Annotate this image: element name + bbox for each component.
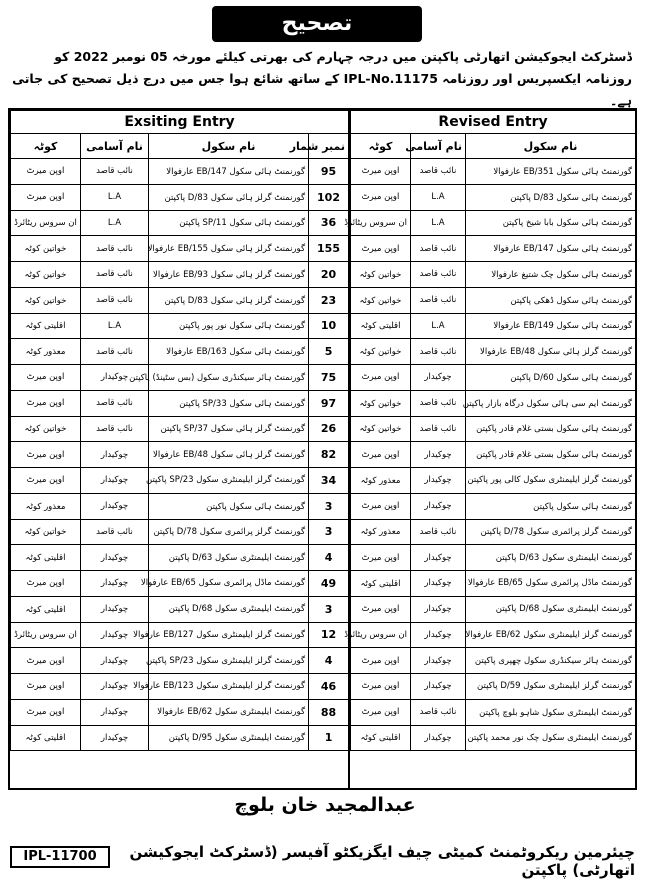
table-row [11,493,349,519]
table-row [351,184,636,210]
table-row [11,648,349,674]
table-row [11,210,349,236]
existing-serial-header: نمبر شمار [309,134,349,159]
post-cell: چوکیدار [411,468,466,494]
serial-cell: 36 [309,210,349,236]
post-cell: چوکیدار [411,545,466,571]
school-cell: گورنمنٹ گرلز ایلیمنٹری سکول 127/EB عارفوالا [149,622,309,648]
table-row [351,493,636,519]
quota-cell: خواتین کوٹہ [351,339,411,365]
serial-cell: 23 [309,287,349,313]
quota-cell: خواتین کوٹہ [351,416,411,442]
correction-tables [8,108,637,790]
post-cell: چوکیدار [411,648,466,674]
school-cell: گورنمنٹ ایلیمنٹری سکول 63/D پاکپتن [466,545,636,571]
quota-cell: اقلیتی کوٹہ [11,596,81,622]
school-cell: گورنمنٹ گرلز ایلیمنٹری سکول 59/D پاکپتن [466,674,636,700]
quota-cell: اوپن میرٹ [351,648,411,674]
school-cell: گورنمنٹ ہائر سیکنڈری سکول چھپری پاکپتن [466,648,636,674]
table-row [11,262,349,288]
existing-entry-rows [11,159,349,751]
quota-cell: اوپن میرٹ [11,442,81,468]
quota-cell: ان سروس ریٹائرڈ [11,210,81,236]
school-cell: گورنمنٹ ہائی سکول بابا شیخ پاکپتن [466,210,636,236]
signatory-designation: چیئرمین ریکروٹمنٹ کمیٹی چیف ایگزیکٹو آفیسر (ڈسٹرکٹ ایجوکیشن اتھارٹی) پاکپتن [129,843,635,879]
school-cell: گورنمنٹ ایلیمنٹری سکول 63/D پاکپتن [149,545,309,571]
school-cell: گورنمنٹ ہائی سکول 147/EB عارفوالا [149,159,309,185]
serial-cell: 82 [309,442,349,468]
existing-quota-header: کوٹہ [11,134,81,159]
post-cell: چوکیدار [81,622,149,648]
quota-cell: معذور کوٹہ [351,468,411,494]
table-row [11,236,349,262]
table-row [351,699,636,725]
school-cell: گورنمنٹ گرلز ہائی سکول 83/D پاکپتن [149,184,309,210]
school-cell: گورنمنٹ ماڈل پرائمری سکول 65/EB عارفوالا [149,571,309,597]
post-cell: چوکیدار [411,622,466,648]
existing-entry-table [10,110,349,751]
post-cell: نائب قاصد [81,339,149,365]
post-cell: چوکیدار [81,699,149,725]
quota-cell: اقلیتی کوٹہ [351,725,411,751]
table-row [351,545,636,571]
post-cell: نائب قاصد [411,262,466,288]
notice-intro: ڈسٹرکٹ ایجوکیشن اتھارٹی پاکپتن میں درجہ چہارم کی بھرتی کیلئے مورخہ 05 نومبر 2022 کو روزنامہ ایکسپریس اور روزنامہ IPL-No.11175 کے ساتھ شائع ہوا جس میں درج ذیل تصحیح کی جاتی ہے۔ [12,49,632,108]
serial-cell: 97 [309,390,349,416]
existing-post-header: نام آسامی [81,134,149,159]
school-cell: گورنمنٹ گرلز ہائی سکول 48/EB عارفوالا [466,339,636,365]
quota-cell: اوپن میرٹ [11,699,81,725]
table-row [11,159,349,185]
quota-cell: اوپن میرٹ [351,596,411,622]
school-cell: گورنمنٹ ہائی سکول پاکپتن [149,493,309,519]
serial-cell: 26 [309,416,349,442]
post-cell: چوکیدار [411,674,466,700]
school-cell: گورنمنٹ ہائی سکول 163/EB عارفوالا [149,339,309,365]
table-row [351,571,636,597]
serial-cell: 5 [309,339,349,365]
post-cell: چوکیدار [81,725,149,751]
post-cell: چوکیدار [81,493,149,519]
post-cell: چوکیدار [411,442,466,468]
table-row [351,674,636,700]
quota-cell: اوپن میرٹ [351,236,411,262]
school-cell: گورنمنٹ ایلیمنٹری سکول 62/EB عارفوالا [149,699,309,725]
serial-cell: 75 [309,365,349,391]
quota-cell: اوپن میرٹ [11,159,81,185]
school-cell: گورنمنٹ گرلز ایلیمنٹری سکول 123/EB عارفوالا [149,674,309,700]
school-cell: گورنمنٹ گرلز ایلیمنٹری سکول کالی پور پاکپتن [466,468,636,494]
post-cell: چوکیدار [81,596,149,622]
table-row [11,365,349,391]
table-row [11,545,349,571]
table-row [11,390,349,416]
quota-cell: خواتین کوٹہ [11,262,81,288]
school-cell: گورنمنٹ ہائی سکول 351/EB عارفوالا [466,159,636,185]
table-row [351,159,636,185]
table-row [351,468,636,494]
school-cell: گورنمنٹ ایلیمنٹری سکول 95/D پاکپتن [149,725,309,751]
school-cell: گورنمنٹ ایلیمنٹری سکول شاہو بلوچ پاکپتن [466,699,636,725]
post-cell: چوکیدار [411,725,466,751]
revised-entry-table [344,110,636,751]
school-cell: گورنمنٹ گرلز ہائی سکول 48/EB عارفوالا [149,442,309,468]
school-cell: گورنمنٹ ہائی سکول پاکپتن [466,493,636,519]
serial-cell: 3 [309,596,349,622]
quota-cell: اوپن میرٹ [351,493,411,519]
post-cell: چوکیدار [81,648,149,674]
table-row [351,622,636,648]
school-cell: گورنمنٹ ماڈل پرائمری سکول 65/EB عارفوالا [466,571,636,597]
serial-cell: 88 [309,699,349,725]
post-cell: چوکیدار [411,571,466,597]
table-row [351,648,636,674]
school-cell: گورنمنٹ ایم سی ہائی سکول درگاہ بازار پاکپتن [466,390,636,416]
serial-cell: 4 [309,545,349,571]
serial-cell: 49 [309,571,349,597]
post-cell: چوکیدار [81,674,149,700]
quota-cell: اقلیتی کوٹہ [351,571,411,597]
quota-cell: اقلیتی کوٹہ [11,313,81,339]
post-cell: نائب قاصد [81,236,149,262]
post-cell: چوکیدار [411,596,466,622]
quota-cell: معذور کوٹہ [11,493,81,519]
table-row [351,339,636,365]
serial-cell: 102 [309,184,349,210]
school-cell: گورنمنٹ ہائی سکول بستی غلام قادر پاکپتن [466,442,636,468]
school-cell: گورنمنٹ ہائی سکول 60/D پاکپتن [466,365,636,391]
revised-entry-rows [344,159,636,751]
table-row [11,519,349,545]
post-cell: چوکیدار [81,442,149,468]
table-row [351,287,636,313]
quota-cell: اقلیتی کوٹہ [11,545,81,571]
table-row [11,416,349,442]
table-row [351,416,636,442]
quota-cell: اوپن میرٹ [11,674,81,700]
school-cell: گورنمنٹ گرلز ایلیمنٹری سکول 23/SP پاکپتن [149,648,309,674]
post-cell: نائب قاصد [81,519,149,545]
quota-cell: خواتین کوٹہ [11,416,81,442]
quota-cell: ان سروس ریٹائرڈ [11,622,81,648]
post-cell: چوکیدار [81,545,149,571]
school-cell: گورنمنٹ ایلیمنٹری سکول چک نور محمد پاکپتن [466,725,636,751]
post-cell: چوکیدار [81,365,149,391]
page-title: تصحیح [212,6,422,42]
quota-cell: ان سروس ریٹائرڈ [351,622,411,648]
table-row [351,596,636,622]
quota-cell: خواتین کوٹہ [11,519,81,545]
school-cell: گورنمنٹ ہائی سکول 33/SP پاکپتن [149,390,309,416]
quota-cell: معذور کوٹہ [11,339,81,365]
table-row [11,699,349,725]
table-row [11,287,349,313]
school-cell: گورنمنٹ ہائی سکول ڈھکی پاکپتن [466,287,636,313]
post-cell: L.A [411,313,466,339]
post-cell: نائب قاصد [411,416,466,442]
post-cell: چوکیدار [81,468,149,494]
quota-cell: اوپن میرٹ [351,184,411,210]
quota-cell: اوپن میرٹ [351,365,411,391]
serial-cell: 12 [309,622,349,648]
school-cell: گورنمنٹ ہائی سکول بستی غلام قادر پاکپتن [466,416,636,442]
school-cell: گورنمنٹ ہائر سیکنڈری سکول (بس سٹینڈ) پاکپتن [149,365,309,391]
quota-cell: خواتین کوٹہ [11,287,81,313]
post-cell: چوکیدار [411,365,466,391]
post-cell: نائب قاصد [411,287,466,313]
table-row [11,184,349,210]
serial-cell: 3 [309,519,349,545]
serial-cell: 95 [309,159,349,185]
table-row [11,313,349,339]
quota-cell: اوپن میرٹ [11,571,81,597]
quota-cell: اوپن میرٹ [11,365,81,391]
quota-cell: معذور کوٹہ [351,519,411,545]
table-row [11,674,349,700]
table-row [351,210,636,236]
serial-cell: 20 [309,262,349,288]
post-cell: نائب قاصد [411,159,466,185]
existing-entry-heading: Exsiting Entry [11,111,349,134]
revised-entry-heading: Revised Entry [351,111,636,134]
school-cell: گورنمنٹ گرلز ہائی سکول 83/D پاکپتن [149,287,309,313]
school-cell: گورنمنٹ ہائی سکول 149/EB عارفوالا [466,313,636,339]
table-row [11,571,349,597]
school-cell: گورنمنٹ گرلز پرائمری سکول 78/D پاکپتن [466,519,636,545]
school-cell: گورنمنٹ ہائی سکول 11/SP پاکپتن [149,210,309,236]
post-cell: L.A [81,313,149,339]
table-row [351,262,636,288]
quota-cell: اوپن میرٹ [351,159,411,185]
post-cell: L.A [81,184,149,210]
serial-cell: 4 [309,648,349,674]
table-row [351,442,636,468]
school-cell: گورنمنٹ گرلز ہائی سکول 37/SP پاکپتن [149,416,309,442]
quota-cell: اوپن میرٹ [351,674,411,700]
post-cell: چوکیدار [411,493,466,519]
quota-cell: اقلیتی کوٹہ [11,725,81,751]
serial-cell: 34 [309,468,349,494]
quota-cell: خواتین کوٹہ [11,236,81,262]
revised-school-header: نام سکول [466,134,636,159]
quota-cell: اوپن میرٹ [351,699,411,725]
quota-cell: اقلیتی کوٹہ [351,313,411,339]
table-row [11,596,349,622]
table-row [11,339,349,365]
post-cell: نائب قاصد [81,287,149,313]
school-cell: گورنمنٹ ہائی سکول نور پور پاکپتن [149,313,309,339]
table-row [351,519,636,545]
table-row [351,365,636,391]
post-cell: نائب قاصد [81,159,149,185]
school-cell: گورنمنٹ ایلیمنٹری سکول 68/D پاکپتن [466,596,636,622]
revised-quota-header: کوٹہ [351,134,411,159]
table-row [351,236,636,262]
table-row [11,622,349,648]
table-row [11,468,349,494]
post-cell: L.A [411,210,466,236]
post-cell: نائب قاصد [81,390,149,416]
post-cell: نائب قاصد [411,390,466,416]
serial-cell: 10 [309,313,349,339]
quota-cell: اوپن میرٹ [11,390,81,416]
school-cell: گورنمنٹ ایلیمنٹری سکول 68/D پاکپتن [149,596,309,622]
serial-cell: 3 [309,493,349,519]
school-cell: گورنمنٹ ہائی سکول چک شتیغ عارفوالا [466,262,636,288]
school-cell: گورنمنٹ گرلز ہائی سکول 155/EB عارفوالا [149,236,309,262]
post-cell: نائب قاصد [81,416,149,442]
revised-post-header: نام آسامی [411,134,466,159]
table-row [11,725,349,751]
post-cell: نائب قاصد [411,519,466,545]
school-cell: گورنمنٹ گرلز ہائی سکول 93/EB عارفوالا [149,262,309,288]
table-row [351,725,636,751]
table-row [351,313,636,339]
post-cell: نائب قاصد [81,262,149,288]
quota-cell: خواتین کوٹہ [351,287,411,313]
post-cell: L.A [411,184,466,210]
quota-cell: خواتین کوٹہ [351,390,411,416]
serial-cell: 1 [309,725,349,751]
serial-cell: 155 [309,236,349,262]
post-cell: نائب قاصد [411,236,466,262]
school-cell: گورنمنٹ ہائی سکول 83/D پاکپتن [466,184,636,210]
quota-cell: اوپن میرٹ [11,468,81,494]
table-row [11,442,349,468]
school-cell: گورنمنٹ ہائی سکول 147/EB عارفوالا [466,236,636,262]
existing-school-header: نام سکول [149,134,309,159]
signature-name: عبدالمجید خان بلوچ [234,794,416,816]
table-row [351,390,636,416]
post-cell: نائب قاصد [411,699,466,725]
quota-cell: ان سروس ریٹائرڈ [351,210,411,236]
post-cell: نائب قاصد [411,339,466,365]
school-cell: گورنمنٹ گرلز ایلیمنٹری سکول 62/EB عارفوالا [466,622,636,648]
quota-cell: اوپن میرٹ [351,545,411,571]
quota-cell: اوپن میرٹ [11,184,81,210]
school-cell: گورنمنٹ گرلز ایلیمنٹری سکول 23/SP پاکپتن [149,468,309,494]
quota-cell: خواتین کوٹہ [351,262,411,288]
quota-cell: اوپن میرٹ [11,648,81,674]
school-cell: گورنمنٹ گرلز پرائمری سکول 78/D پاکپتن [149,519,309,545]
post-cell: چوکیدار [81,571,149,597]
quota-cell: اوپن میرٹ [351,442,411,468]
serial-cell: 46 [309,674,349,700]
ipl-number-box: IPL-11700 [10,846,110,868]
post-cell: L.A [81,210,149,236]
